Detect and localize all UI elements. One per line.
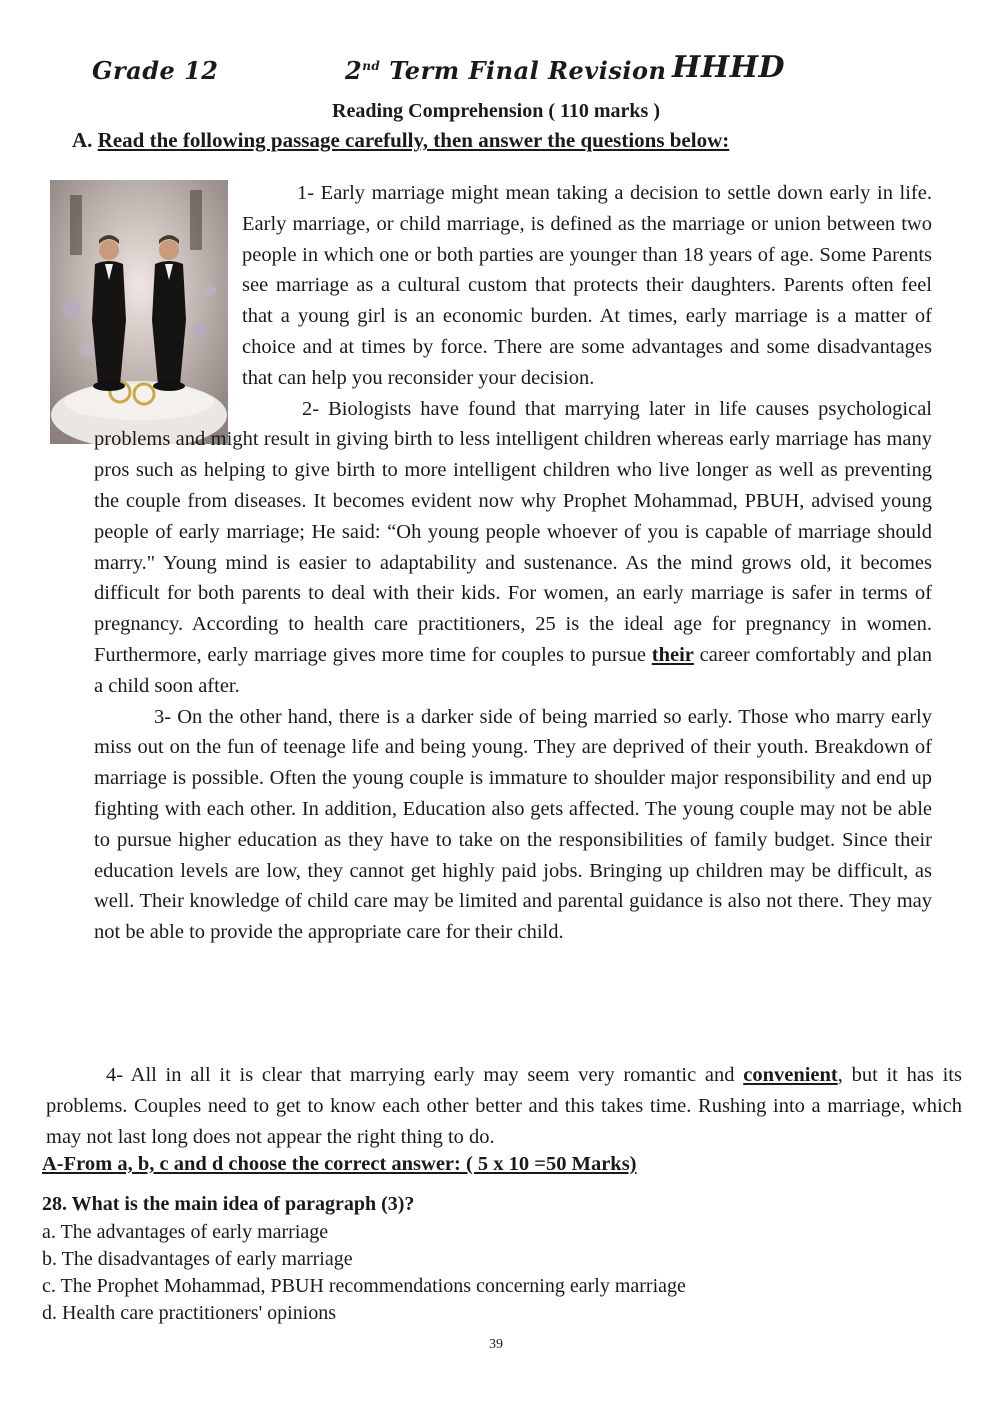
question-28: 28. What is the main idea of paragraph (3)? xyxy=(42,1193,415,1215)
term-number: 2 xyxy=(345,56,363,85)
reading-passage xyxy=(94,178,932,948)
paragraph-2-end: career comfortably and plan a child soon after. xyxy=(94,643,933,697)
grade-label: Grade 12 xyxy=(92,56,219,85)
term-title xyxy=(345,56,666,85)
option-b[interactable]: b. The disadvantages of early marriage xyxy=(42,1248,353,1270)
header-code: HHHD xyxy=(672,50,786,85)
paragraph-2 xyxy=(94,394,932,702)
instruction-letter: A. xyxy=(72,128,93,152)
paragraph-2-body: psychological problems and might result in giving birth to less intelligent children whereas early marriage has many pros such as helping to give birth to more intelligent children who live longer as well as preventing the couple from diseases. It becomes evident now why Prophet Mohammad, PBUH, advised young people of early marriage; He said: “Oh young people whoever of you is capable of marriage should marry." Young mind is easier to adaptability and sustenance. As the mind grows old, it becomes difficult for both parents to deal with their kids. For women, an early marriage is safer in terms of pregnancy. According to health care practitioners, 25 is the ideal age for pregnancy in women. Furthermore, early marriage gives more time for couples to pursue xyxy=(94,397,932,666)
paragraph-4 xyxy=(46,1060,962,1152)
option-a[interactable]: a. The advantages of early marriage xyxy=(42,1221,329,1243)
paragraph-4-end: , but it has its problems. Couples need to get to know each other better and this takes time. Rushing into a marriage, which may not last long does not appear the right thing to do. xyxy=(46,1064,962,1148)
emphasized-word-convenient: convenient xyxy=(743,1064,838,1086)
option-c[interactable]: c. The Prophet Mohammad, PBUH recommendations concerning early marriage xyxy=(42,1275,686,1297)
page-header xyxy=(0,50,992,96)
paragraph-1: 1- Early marriage might mean taking a decision to settle down early in life. Early marriage, or child marriage, is defined as the marriage or union between two people in which one or both parties are younger than 18 years of age. Some Parents see marriage as a cultural custom that protects their daughters. Parents often feel that a young girl is an economic burden. At times, early marriage is a matter of choice and at times by force. There are some advantages and some disadvantages that can help you reconsider your decision. xyxy=(242,182,932,389)
term-title-text: Term Final Revision xyxy=(389,56,667,85)
instruction-text: Read the following passage carefully, then answer the questions below: xyxy=(97,128,730,152)
paragraph-3: 3- On the other hand, there is a darker side of being married so early. Those who marry early miss out on the fun of teenage life and being young. They are deprived of their youth. Breakdown of marriage is possible. Often the young couple is immature to shoulder major responsibility and end up fighting with each other. In addition, Education also gets affected. The young couple may not be able to pursue higher education as they have to take on the responsibilities of family budget. Since their education levels are low, they cannot get highly paid jobs. Bringing up children may be difficult, as well. Their knowledge of child care may be limited and parental guidance is also not there. They may not be able to provide the appropriate care for their child. xyxy=(94,705,932,944)
instruction xyxy=(72,128,729,153)
page-number: 39 xyxy=(489,1337,503,1352)
task-heading: A-From a, b, c and d choose the correct answer: ( 5 x 10 =50 Marks) xyxy=(42,1153,637,1175)
term-ordinal: nd xyxy=(362,59,381,73)
option-d[interactable]: d. Health care practitioners' opinions xyxy=(42,1302,337,1324)
emphasized-word-their: their xyxy=(651,643,694,666)
answer-options xyxy=(42,1219,686,1327)
paragraph-2-lead: 2- Biologists have found that marrying later in life causes xyxy=(302,397,810,420)
paragraph-4-start: 4- All in all it is clear that marrying early may seem very romantic and xyxy=(106,1064,744,1086)
section-title: Reading Comprehension ( 110 marks ) xyxy=(332,100,660,122)
